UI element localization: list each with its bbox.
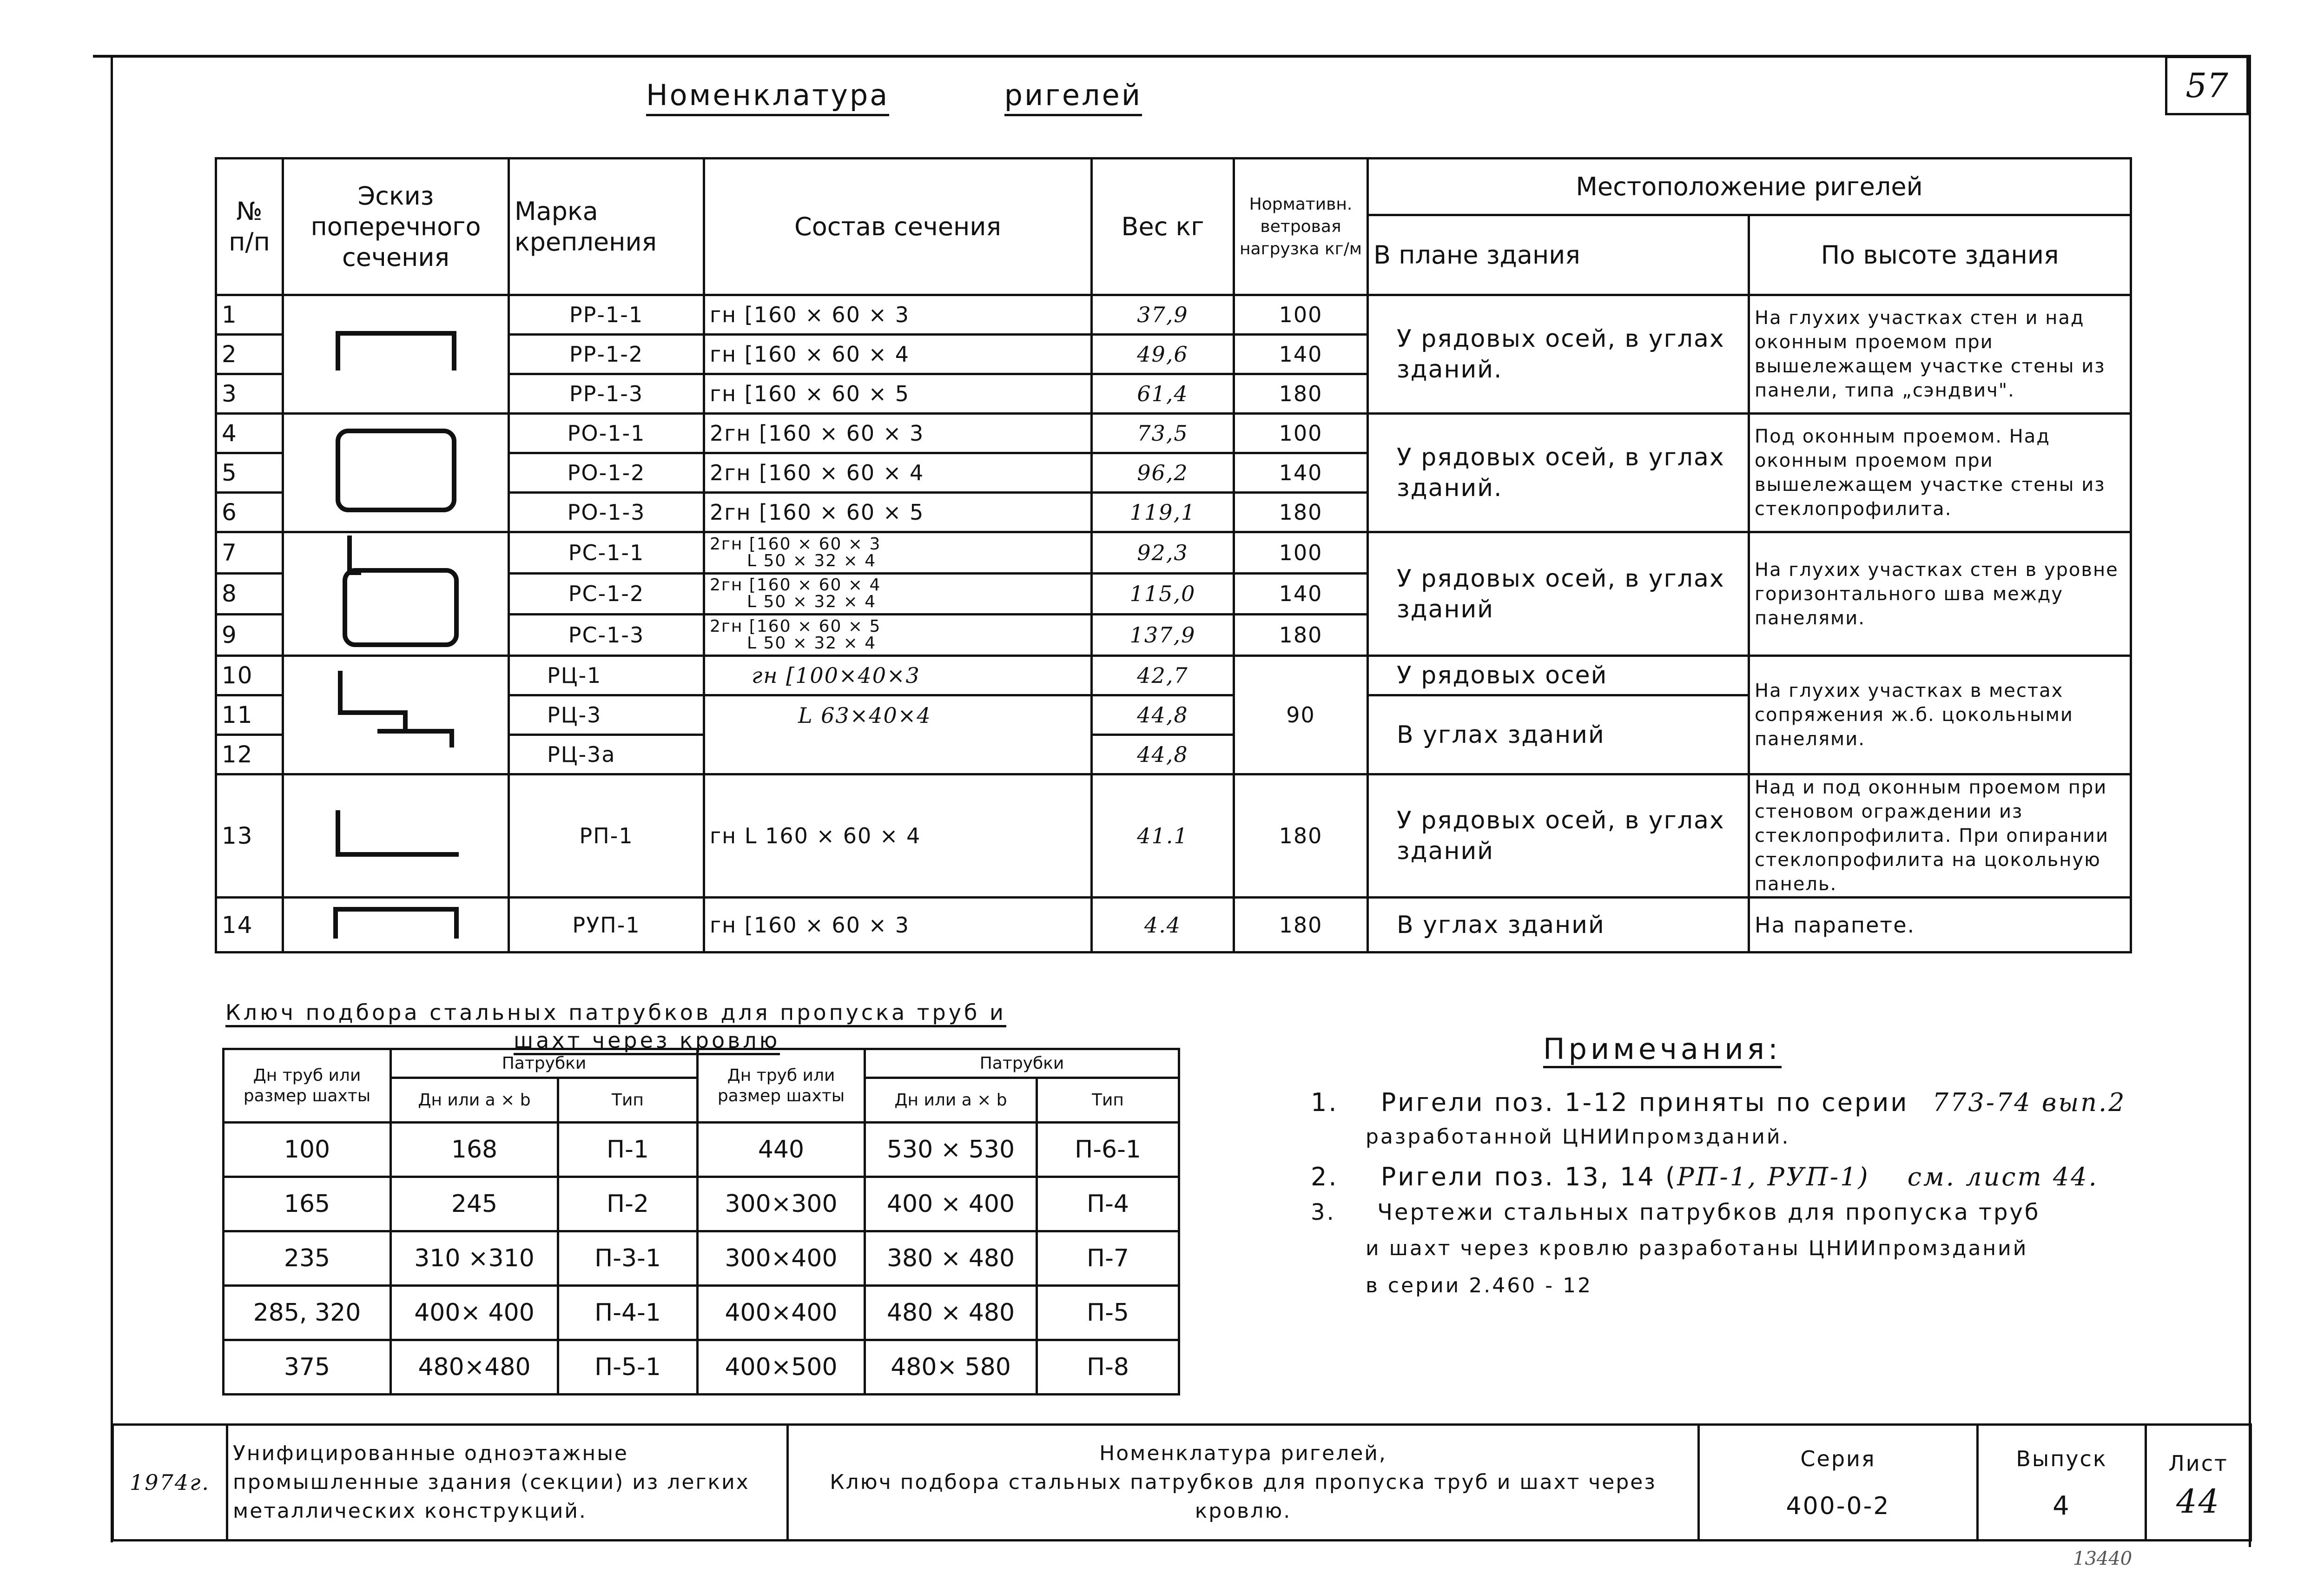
key-title-line1: Ключ подбора стальных патрубков для пропуска труб и <box>225 1000 1006 1027</box>
fittings-key-table <box>222 1048 1180 1396</box>
location-height: Под оконным проемом. Над оконным проемом при вышележащем участке стены из стеклопрофилита. <box>1749 414 2131 532</box>
note-3-text: Чертежи стальных патрубков для пропуска труб <box>1377 1199 2040 1225</box>
note-2-ref: см. лист 44. <box>1907 1162 2099 1191</box>
hdr-weight: Вес кг <box>1092 159 1234 295</box>
row-load: 180 <box>1234 898 1368 952</box>
key-hdr-fittings: Патрубки <box>391 1049 698 1078</box>
row-section: гн [160 × 60 × 4 <box>704 335 1092 374</box>
row-section: L 63×40×4 <box>704 695 1092 735</box>
sketch-zshape-icon <box>283 656 509 774</box>
key-title <box>225 999 1006 1054</box>
row-load: 140 <box>1234 573 1368 615</box>
key-cell: П-8 <box>1037 1340 1179 1395</box>
key-cell: П-7 <box>1037 1231 1179 1286</box>
sketch-angle-icon <box>283 774 509 898</box>
table-row <box>224 1231 1179 1286</box>
note-1 <box>1311 1088 2126 1117</box>
location-height: Над и под оконным проемом при стеновом ограждении из стеклопрофилита. При опирании стеклопрофилита на цокольную панель. <box>1749 774 2131 898</box>
key-hdr-type: Тип <box>558 1078 698 1123</box>
key-cell: П-4 <box>1037 1177 1179 1231</box>
row-weight: 37,9 <box>1092 295 1234 335</box>
key-hdr-type-2: Тип <box>1037 1078 1179 1123</box>
location-height: На глухих участках стен и над оконным проемом при вышележащем участке стены из панели, типа „сэндвич". <box>1749 295 2131 414</box>
stamp-issue-value: 4 <box>2053 1491 2071 1521</box>
row-load: 100 <box>1234 532 1368 574</box>
table-row <box>224 1340 1179 1395</box>
note-1-text-2: разработанной ЦНИИпромзданий. <box>1366 1125 1790 1149</box>
table-row <box>224 1177 1179 1231</box>
key-title-line2: шахт через кровлю <box>514 1028 780 1055</box>
table-row <box>216 774 2131 898</box>
hdr-height: По высоте здания <box>1749 215 2131 295</box>
row-section-b: L 50 × 32 × 4 <box>747 592 877 612</box>
hdr-sketch: Эскиз поперечного сечения <box>283 159 509 295</box>
key-hdr-fittings-2: Патрубки <box>865 1049 1179 1078</box>
row-section <box>704 615 1092 656</box>
row-weight: 61,4 <box>1092 374 1234 414</box>
sketch-box-angle-icon <box>283 532 509 656</box>
row-section: гн [160 × 60 × 3 <box>704 295 1092 335</box>
key-cell: 440 <box>698 1123 865 1177</box>
table-row <box>216 532 2131 574</box>
location-height: На парапете. <box>1749 898 2131 952</box>
row-section-b: L 50 × 32 × 4 <box>747 634 877 653</box>
row-section: 2гн [160 × 60 × 3 <box>704 414 1092 453</box>
row-num: 2 <box>216 335 283 374</box>
stamp-series <box>1699 1425 1978 1541</box>
key-hdr-pipe-2: Дн труб или размер шахты <box>698 1049 865 1123</box>
key-cell: 168 <box>391 1123 558 1177</box>
stamp-series-value: 400-0-2 <box>1786 1492 1890 1520</box>
hdr-num: № п/п <box>216 159 283 295</box>
row-load: 180 <box>1234 374 1368 414</box>
note-1-num: 1. <box>1311 1088 1339 1117</box>
table-row <box>224 1286 1179 1340</box>
row-num: 6 <box>216 493 283 532</box>
key-cell: 480× 580 <box>865 1340 1037 1395</box>
stamp-sheet-title-2: Ключ подбора стальных патрубков для пропуска труб и шахт через кровлю. <box>830 1470 1657 1523</box>
row-weight: 42,7 <box>1092 656 1234 695</box>
row-num: 3 <box>216 374 283 414</box>
row-mark: РР-1-3 <box>509 374 704 414</box>
key-cell: 375 <box>224 1340 391 1395</box>
row-num: 11 <box>216 695 283 735</box>
page-number: 57 <box>2165 56 2249 115</box>
note-3 <box>1311 1199 2040 1225</box>
key-cell: 310 ×310 <box>391 1231 558 1286</box>
row-weight: 96,2 <box>1092 453 1234 493</box>
key-cell: 300×400 <box>698 1231 865 1286</box>
key-cell: П-6-1 <box>1037 1123 1179 1177</box>
title-part1: Номенклатура <box>646 78 889 116</box>
key-cell: 400×500 <box>698 1340 865 1395</box>
stamp-issue-label: Выпуск <box>2016 1446 2107 1471</box>
note-1-series: 773-74 вып.2 <box>1932 1088 2126 1117</box>
note-1-text: Ригели поз. 1-12 приняты по серии <box>1380 1088 1909 1117</box>
key-cell: 235 <box>224 1231 391 1286</box>
key-cell: П-5-1 <box>558 1340 698 1395</box>
row-weight: 44,8 <box>1092 735 1234 774</box>
row-num: 5 <box>216 453 283 493</box>
row-num: 12 <box>216 735 283 774</box>
row-load: 180 <box>1234 493 1368 532</box>
key-hdr-size-2: Дн или a × b <box>865 1078 1037 1123</box>
key-cell: 245 <box>391 1177 558 1231</box>
location-height: На глухих участках в местах сопряжения ж.б. цокольными панелями. <box>1749 656 2131 774</box>
row-section-a: 2гн [160 × 60 × 3 <box>710 534 881 554</box>
row-mark: РО-1-1 <box>509 414 704 453</box>
row-weight: 49,6 <box>1092 335 1234 374</box>
stamp-description: Унифицированные одноэтажные промышленные здания (секции) из легких металлических конструкций. <box>227 1425 788 1541</box>
stamp-sheet <box>2146 1425 2251 1541</box>
hdr-mark: Марка крепления <box>509 159 704 295</box>
row-num: 14 <box>216 898 283 952</box>
row-num: 1 <box>216 295 283 335</box>
key-cell: 400× 400 <box>391 1286 558 1340</box>
row-num: 7 <box>216 532 283 574</box>
key-cell: 380 × 480 <box>865 1231 1037 1286</box>
row-num: 4 <box>216 414 283 453</box>
girts-table <box>215 157 2132 953</box>
key-cell: 480×480 <box>391 1340 558 1395</box>
footer-code: 13440 <box>2073 1548 2133 1569</box>
table-row <box>216 656 2131 695</box>
row-weight: 41.1 <box>1092 774 1234 898</box>
table-row <box>216 898 2131 952</box>
row-section-empty <box>704 735 1092 774</box>
row-mark: РР-1-2 <box>509 335 704 374</box>
note-3-num: 3. <box>1311 1199 1336 1225</box>
row-load: 100 <box>1234 295 1368 335</box>
sketch-channel-icon <box>283 295 509 414</box>
note-3-text-2: и шахт через кровлю разработаны ЦНИИпромзданий <box>1366 1237 2028 1260</box>
note-2 <box>1311 1162 2099 1191</box>
row-mark: РС-1-2 <box>509 573 704 615</box>
hdr-load: Нормативн. ветровая нагрузка кг/м <box>1234 159 1368 295</box>
frame-right-line <box>2249 55 2251 1547</box>
location-plan: У рядовых осей, в углах зданий. <box>1368 414 1749 532</box>
row-mark: РО-1-2 <box>509 453 704 493</box>
key-cell: 530 × 530 <box>865 1123 1037 1177</box>
key-hdr-pipe: Дн труб или размер шахты <box>224 1049 391 1123</box>
location-plan: В углах зданий <box>1368 898 1749 952</box>
key-hdr-size: Дн или a × b <box>391 1078 558 1123</box>
row-load: 140 <box>1234 453 1368 493</box>
location-plan: У рядовых осей, в углах зданий <box>1368 774 1749 898</box>
hdr-plan: В плане здания <box>1368 215 1749 295</box>
row-section <box>704 532 1092 574</box>
location-plan: У рядовых осей, в углах зданий <box>1368 532 1749 656</box>
key-cell: П-1 <box>558 1123 698 1177</box>
location-height: На глухих участках стен в уровне горизонтального шва между панелями. <box>1749 532 2131 656</box>
row-section: гн [100×40×3 <box>704 656 1092 695</box>
row-weight: 137,9 <box>1092 615 1234 656</box>
row-mark: РР-1-1 <box>509 295 704 335</box>
hdr-section: Состав сечения <box>704 159 1092 295</box>
row-section-b: L 50 × 32 × 4 <box>747 551 877 570</box>
key-cell: П-5 <box>1037 1286 1179 1340</box>
row-section: 2гн [160 × 60 × 5 <box>704 493 1092 532</box>
row-load: 180 <box>1234 615 1368 656</box>
location-plan: В углах зданий <box>1368 695 1749 774</box>
stamp-sheet-title <box>788 1425 1699 1541</box>
title-part2: ригелей <box>1004 78 1142 116</box>
note-2-num: 2. <box>1311 1162 1339 1191</box>
row-section: гн [160 × 60 × 5 <box>704 374 1092 414</box>
row-mark: РУП-1 <box>509 898 704 952</box>
row-num: 10 <box>216 656 283 695</box>
key-cell: 480 × 480 <box>865 1286 1037 1340</box>
row-section-a: 2гн [160 × 60 × 4 <box>710 575 881 595</box>
note-2-text: Ригели поз. 13, 14 ( <box>1380 1162 1677 1191</box>
row-weight: 4.4 <box>1092 898 1234 952</box>
row-mark: РЦ-1 <box>509 656 704 695</box>
row-load: 100 <box>1234 414 1368 453</box>
sketch-box-icon <box>283 414 509 532</box>
location-plan: У рядовых осей, в углах зданий. <box>1368 295 1749 414</box>
row-load: 180 <box>1234 774 1368 898</box>
row-load: 140 <box>1234 335 1368 374</box>
key-cell: 100 <box>224 1123 391 1177</box>
row-section <box>704 573 1092 615</box>
row-mark: РС-1-1 <box>509 532 704 574</box>
table-row <box>216 414 2131 453</box>
hdr-location: Местоположение ригелей <box>1368 159 2131 215</box>
row-mark: РЦ-3 <box>509 695 704 735</box>
stamp-sheet-value: 44 <box>2176 1482 2221 1521</box>
key-cell: П-4-1 <box>558 1286 698 1340</box>
row-weight: 73,5 <box>1092 414 1234 453</box>
location-plan: У рядовых осей <box>1368 656 1749 695</box>
row-num: 9 <box>216 615 283 656</box>
table-row <box>216 295 2131 335</box>
row-section-a: 2гн [160 × 60 × 5 <box>710 617 881 636</box>
stamp-sheet-title-1: Номенклатура ригелей, <box>1099 1442 1387 1465</box>
stamp-year: 1974г. <box>113 1425 227 1541</box>
row-section: гн L 160 × 60 × 4 <box>704 774 1092 898</box>
title-block <box>112 1423 2252 1541</box>
row-section: 2гн [160 × 60 × 4 <box>704 453 1092 493</box>
key-cell: П-3-1 <box>558 1231 698 1286</box>
key-cell: 400 × 400 <box>865 1177 1037 1231</box>
key-cell: 165 <box>224 1177 391 1231</box>
table-row <box>224 1123 1179 1177</box>
row-mark: РО-1-3 <box>509 493 704 532</box>
stamp-issue <box>1978 1425 2146 1541</box>
key-cell: 285, 320 <box>224 1286 391 1340</box>
row-mark: РЦ-3а <box>509 735 704 774</box>
stamp-sheet-label: Лист <box>2168 1451 2228 1476</box>
note-3-text-3: в серии 2.460 - 12 <box>1366 1274 1593 1297</box>
key-cell: 400×400 <box>698 1286 865 1340</box>
row-num: 13 <box>216 774 283 898</box>
row-weight: 115,0 <box>1092 573 1234 615</box>
stamp-series-label: Серия <box>1800 1446 1876 1471</box>
sketch-channel-small-icon <box>283 898 509 952</box>
row-weight: 44,8 <box>1092 695 1234 735</box>
row-num: 8 <box>216 573 283 615</box>
row-weight: 92,3 <box>1092 532 1234 574</box>
row-section: гн [160 × 60 × 3 <box>704 898 1092 952</box>
page-title <box>646 78 1142 112</box>
key-cell: 300×300 <box>698 1177 865 1231</box>
row-mark: РП-1 <box>509 774 704 898</box>
row-load: 90 <box>1234 656 1368 774</box>
row-weight: 119,1 <box>1092 493 1234 532</box>
notes-heading: Примечания: <box>1543 1032 1782 1068</box>
row-mark: РС-1-3 <box>509 615 704 656</box>
note-2-marks: РП-1, РУП-1) <box>1677 1162 1870 1191</box>
key-cell: П-2 <box>558 1177 698 1231</box>
